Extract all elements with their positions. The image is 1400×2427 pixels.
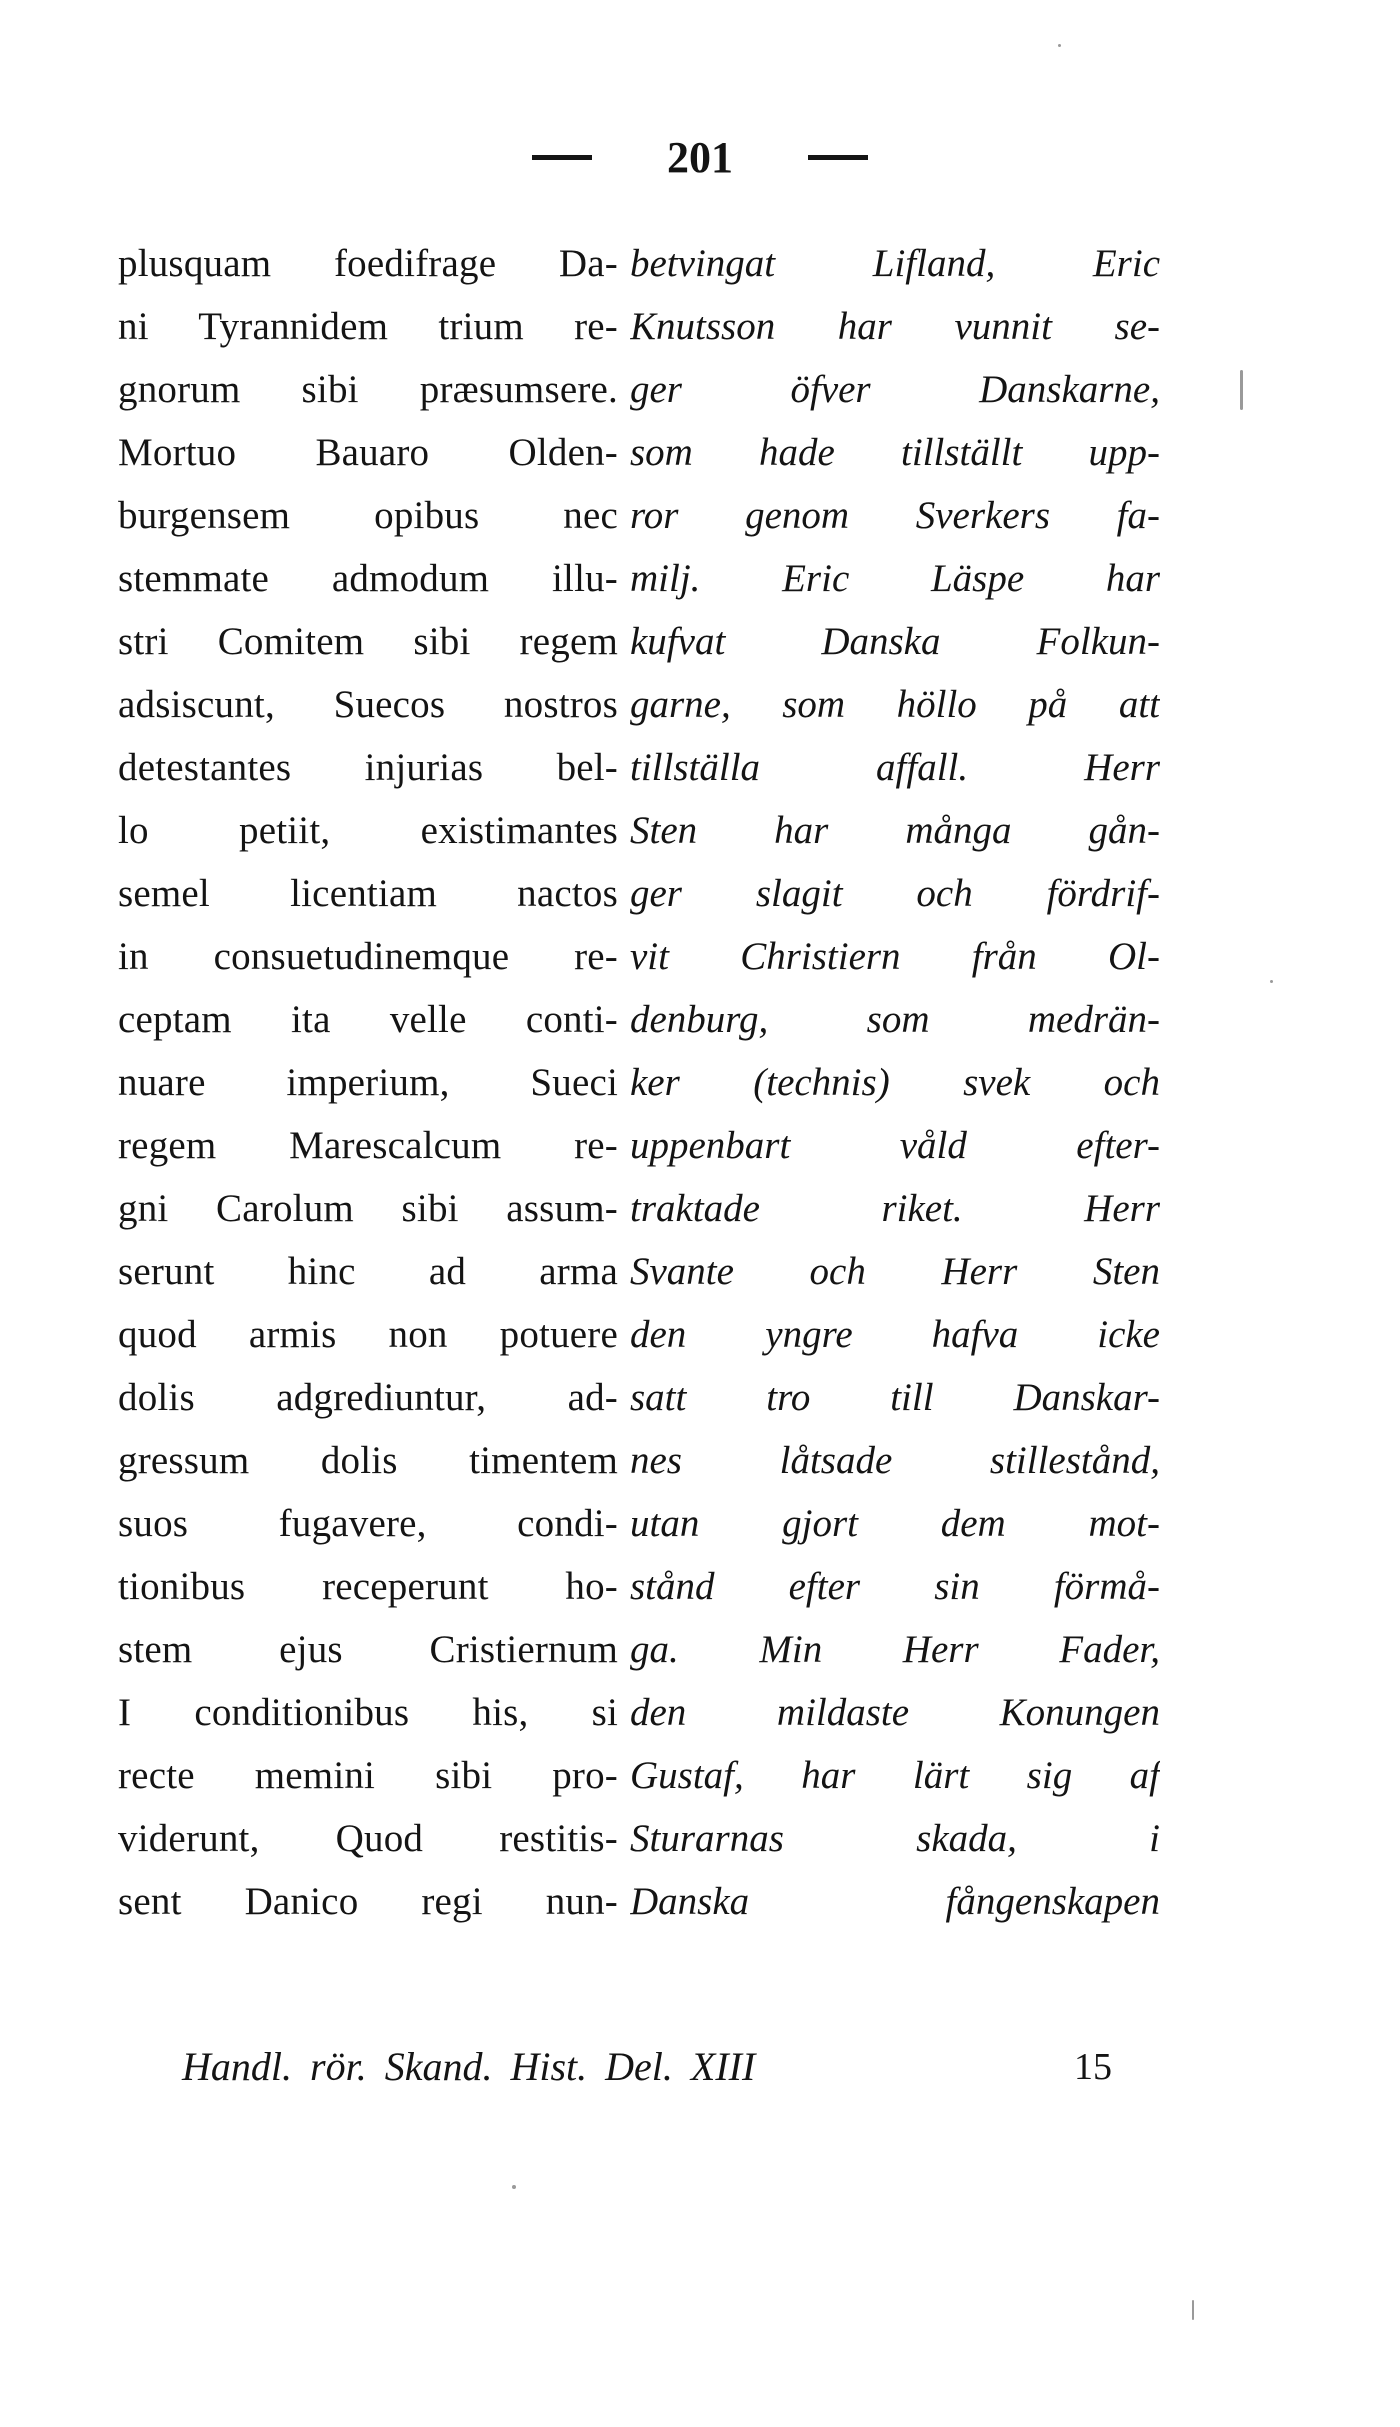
- latin-line: suos fugavere, condi-: [118, 1502, 618, 1545]
- latin-line: detestantes injurias bel-: [118, 746, 618, 789]
- swedish-line: Sten har många gån-: [630, 809, 1160, 852]
- swedish-line: kufvat Danska Folkun-: [630, 620, 1160, 663]
- latin-line: ni Tyrannidem trium re-: [118, 305, 618, 348]
- signature-mark: Handl. rör. Skand. Hist. Del. XIII: [182, 2044, 756, 2089]
- latin-line: ceptam ita velle conti-: [118, 998, 618, 1041]
- swedish-line: ror genom Sverkers fa-: [630, 494, 1160, 537]
- latin-line: semel licentiam nactos: [118, 872, 618, 915]
- swedish-line: vit Christiern från Ol-: [630, 935, 1160, 978]
- latin-line: in consuetudinemque re-: [118, 935, 618, 978]
- swedish-line: ger öfver Danskarne,: [630, 368, 1160, 411]
- swedish-line: denburg, som medrän-: [630, 998, 1160, 1041]
- latin-line: stemmate admodum illu-: [118, 557, 618, 600]
- latin-line: lo petiit, existimantes: [118, 809, 618, 852]
- latin-line: serunt hinc ad arma: [118, 1250, 618, 1293]
- print-speck: [1058, 44, 1061, 47]
- page-number: 201: [667, 133, 733, 182]
- swedish-line: satt tro till Danskar-: [630, 1376, 1160, 1419]
- latin-line: nuare imperium, Sueci: [118, 1061, 618, 1104]
- page-header: [0, 132, 1400, 192]
- latin-line: plusquam foedifrage Da-: [118, 242, 618, 285]
- swedish-line: den yngre hafva icke: [630, 1313, 1160, 1356]
- page-footer: [182, 2037, 1112, 2097]
- swedish-line: ga. Min Herr Fader,: [630, 1628, 1160, 1671]
- swedish-line: garne, som höllo på att: [630, 683, 1160, 726]
- latin-line: sent Danico regi nun-: [118, 1880, 618, 1923]
- swedish-line: Gustaf, har lärt sig af: [630, 1754, 1160, 1797]
- latin-line: dolis adgrediuntur, ad-: [118, 1376, 618, 1419]
- latin-column: [118, 232, 618, 1933]
- swedish-line: ker (technis) svek och: [630, 1061, 1160, 1104]
- print-speck: [1270, 980, 1273, 983]
- swedish-line: nes låtsade stillestånd,: [630, 1439, 1160, 1482]
- swedish-line: milj. Eric Läspe har: [630, 557, 1160, 600]
- header-dash-left: [532, 155, 592, 160]
- print-speck: [512, 2185, 516, 2189]
- swedish-line: stånd efter sin förmå-: [630, 1565, 1160, 1608]
- swedish-line: betvingat Lifland, Eric: [630, 242, 1160, 285]
- latin-line: quod armis non potuere: [118, 1313, 618, 1356]
- latin-line: viderunt, Quod restitis-: [118, 1817, 618, 1860]
- swedish-line: Danska fångenskapen: [630, 1880, 1160, 1923]
- latin-line: tionibus receperunt ho-: [118, 1565, 618, 1608]
- latin-line: adsiscunt, Suecos nostros: [118, 683, 618, 726]
- swedish-line: Knutsson har vunnit se-: [630, 305, 1160, 348]
- latin-line: gressum dolis timentem: [118, 1439, 618, 1482]
- latin-line: stri Comitem sibi regem: [118, 620, 618, 663]
- latin-line: regem Marescalcum re-: [118, 1124, 618, 1167]
- swedish-column: [630, 232, 1160, 1933]
- swedish-line: uppenbart våld efter-: [630, 1124, 1160, 1167]
- latin-line: gni Carolum sibi assum-: [118, 1187, 618, 1230]
- latin-line: I conditionibus his, si: [118, 1691, 618, 1734]
- print-speck: [1240, 370, 1243, 410]
- swedish-line: utan gjort dem mot-: [630, 1502, 1160, 1545]
- swedish-line: som hade tillställt upp-: [630, 431, 1160, 474]
- swedish-line: traktade riket. Herr: [630, 1187, 1160, 1230]
- print-speck: [1192, 2300, 1194, 2320]
- latin-line: stem ejus Cristiernum: [118, 1628, 618, 1671]
- header-dash-right: [808, 155, 868, 160]
- latin-line: Mortuo Bauaro Olden-: [118, 431, 618, 474]
- swedish-line: den mildaste Konungen: [630, 1691, 1160, 1734]
- swedish-line: Sturarnas skada, i: [630, 1817, 1160, 1860]
- sheet-number: 15: [1074, 2046, 1112, 2088]
- latin-line: gnorum sibi præsumsere.: [118, 368, 618, 411]
- latin-line: recte memini sibi pro-: [118, 1754, 618, 1797]
- swedish-line: ger slagit och fördrif-: [630, 872, 1160, 915]
- latin-line: burgensem opibus nec: [118, 494, 618, 537]
- swedish-line: tillställa affall. Herr: [630, 746, 1160, 789]
- swedish-line: Svante och Herr Sten: [630, 1250, 1160, 1293]
